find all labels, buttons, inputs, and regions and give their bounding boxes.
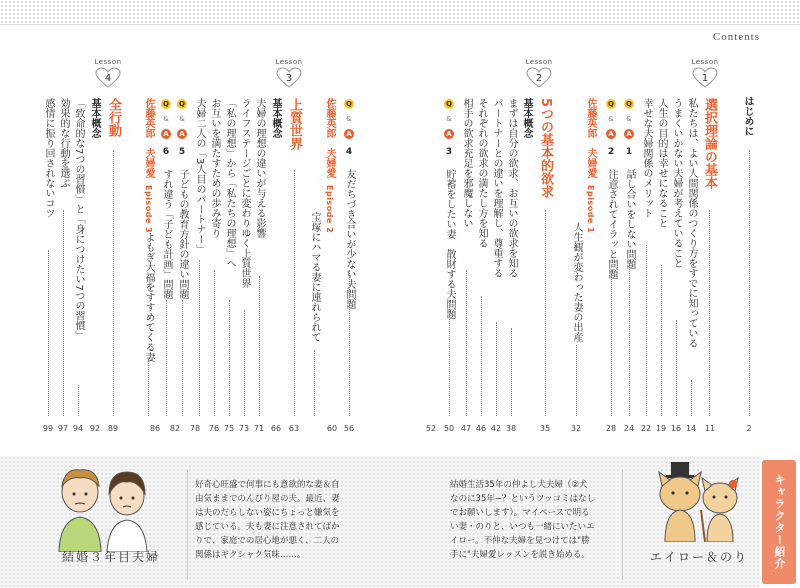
lesson-number: 1 [701,73,709,84]
divider [0,24,800,25]
desc-line: でお願いします）。マイペースで明る [450,508,590,518]
page-number: 56 [343,424,355,433]
top-dot-band [0,0,800,24]
leader-dots [148,360,149,416]
toc-item[interactable]: お互いを満たすための歩み寄り [209,98,220,238]
leader-dots [294,170,295,416]
divider [187,470,188,580]
desc-line: 結婚生活35年の仲よし犬夫婦（②犬 [450,480,588,490]
ampersand: & [346,115,352,124]
desc-line: りで、家庭での居心地が悪く、二人の [195,536,340,546]
lesson-3-marker [271,58,307,89]
lesson-1-marker [687,58,723,89]
character-name: エイロー＆のり [650,550,749,564]
toc-item[interactable]: 私たちは、よい人間関係のつくり方をすでに知っている [686,98,697,348]
character-description [195,478,390,562]
section-head: 基本概念 [521,98,532,138]
q-badge-icon: Q [344,99,354,109]
lesson-number: 4 [104,73,112,84]
divider [622,470,623,580]
qa-number: 2 [607,146,615,157]
q-badge-icon: Q [177,99,187,109]
episode-number: Episode 2 [325,185,334,234]
qa-text: 注意されてイラッと問題 [606,168,617,279]
lesson-number: 2 [535,73,543,84]
page-number: 66 [270,424,282,433]
episode-label [142,148,154,234]
episode-author: 佐藤英郎 [143,98,154,138]
leader-dots [576,345,577,416]
page-number: 94 [72,424,84,433]
qa-entry[interactable] [623,98,635,269]
episode-title[interactable]: 人生観が変わった妻の出産 [571,222,582,342]
page-number: 2 [746,424,752,433]
qa-number: 1 [625,146,633,157]
episode-title[interactable]: よもぎ大福をすすめてくる妻 [143,232,154,362]
ampersand: & [163,115,169,124]
page-number: 97 [57,424,69,433]
leader-dots [314,350,315,416]
heart-icon [95,67,121,89]
qa-entry[interactable] [605,98,617,279]
lesson-label: Lesson [525,58,553,66]
leader-dots [166,300,167,416]
dog-couple-illustration-icon [635,460,745,542]
character-name: 結婚３年目夫婦 [62,550,161,564]
page-number: 16 [670,424,682,433]
ampersand: & [608,115,614,124]
episode-label-text: 夫婦愛 [585,148,596,178]
leader-dots [63,210,64,416]
leader-dots [259,276,260,416]
a-badge-icon: A [624,129,634,139]
qa-text: すれ違う「子ども計画」問題 [161,168,172,299]
page-number: 52 [425,424,437,433]
lesson-2-marker [521,58,557,89]
page-number: 78 [189,424,201,433]
episode-number: Episode 3 [144,185,153,234]
leader-dots [244,310,245,416]
page-number: 28 [605,424,617,433]
page-number: 47 [460,424,472,433]
page-number: 73 [238,424,250,433]
page-number: 89 [107,424,119,433]
qa-entry[interactable] [160,98,172,299]
episode-author: 佐藤英郎 [324,98,335,138]
page-number: 14 [685,424,697,433]
page-number: 71 [253,424,265,433]
leader-dots [646,245,647,416]
qa-text: 話し合いをしない問題 [624,168,635,269]
toc-intro[interactable]: はじめに [742,96,753,136]
page-number: 46 [475,424,487,433]
couple-illustration-icon [45,462,165,552]
qa-number: 4 [345,146,353,157]
page-number: 76 [208,424,220,433]
qa-number: 6 [162,146,170,157]
leader-dots [611,270,612,416]
a-badge-icon: A [161,129,171,139]
lesson-label: Lesson [691,58,719,66]
page-number: 82 [169,424,181,433]
qa-entry[interactable] [443,98,455,319]
page-header-title: Contents [712,31,760,43]
qa-number: 5 [178,146,186,157]
desc-line: 感じている。夫も妻に注意されてばか [195,522,340,532]
leader-dots [113,150,114,416]
a-badge-icon: A [606,129,616,139]
page-number: 42 [490,424,502,433]
lesson-label: Lesson [275,58,303,66]
leader-dots [676,320,677,416]
toc-item[interactable]: 「致命的な7つの習慣」と「身につけたい7つの習慣」 [73,98,84,341]
heart-icon [526,67,552,89]
a-badge-icon: A [177,129,187,139]
desc-line: 関係はギクシャク気味……。 [195,550,306,560]
leader-dots [349,270,350,416]
qa-text: 貯蓄をしたい妻 散財する夫問題 [444,168,455,319]
toc-item[interactable]: 相手の欲求充足を邪魔しない [461,98,472,228]
leader-dots [481,296,482,416]
toc-item[interactable]: 人生の目的は幸せになること [656,98,667,228]
q-badge-icon: Q [624,99,634,109]
leader-dots [545,210,546,416]
episode-label [584,148,596,234]
toc-item[interactable]: パートナーとの違いを理解し、尊重する [491,98,502,278]
desc-line: 手に"夫婦愛レッスンを説き始める。 [450,550,590,560]
leader-dots [709,210,710,416]
page-number: 38 [505,424,517,433]
leader-dots [199,260,200,416]
lesson-number: 3 [285,73,293,84]
leader-dots [214,270,215,416]
toc-item[interactable]: うまくいかない夫婦が考えていること [671,98,682,268]
lesson-label: Lesson [94,58,122,66]
lesson-1-title[interactable]: 選択理論の基本 [702,98,717,189]
q-badge-icon: Q [606,99,616,109]
leader-dots [229,300,230,416]
toc-item[interactable]: ライフステージごとに変わりゆく上質世界 [239,98,250,288]
desc-line: い妻・のりと、いつも一緒にいたいエ [450,522,595,532]
q-badge-icon: Q [444,99,454,109]
desc-line: は夫のだらしない姿にちょっと嫌気を [195,508,340,518]
leader-dots [78,385,79,416]
page-number: 24 [623,424,635,433]
lesson-2-title[interactable]: 5つの基本的欲求 [538,98,553,199]
leader-dots [691,380,692,416]
toc-item[interactable]: 「私の理想」から「私たちの理想」へ [224,98,235,268]
desc-line: イロー。不仲な夫婦を見つけては"勝 [450,536,590,546]
a-badge-icon: A [444,129,454,139]
page-number: 50 [443,424,455,433]
leader-dots [48,250,49,416]
episode-label-text: 夫婦愛 [324,148,335,178]
leader-dots [629,260,630,416]
leader-dots [661,265,662,416]
page-number: 35 [539,424,551,433]
episode-title[interactable]: 宝塚にハマる妻に連れられて [309,212,320,342]
toc-item[interactable]: 幸せな夫婦関係のメリット [641,98,652,218]
page-number: 92 [89,424,101,433]
page-number: 86 [149,424,161,433]
leader-dots [182,300,183,416]
character-intro-tab[interactable]: キャラクター紹介 [762,460,796,584]
qa-text: 子どもの教育方針の違い問題 [177,168,188,299]
section-head: 基本概念 [89,98,100,138]
lesson-4-title[interactable]: 全行動 [106,98,121,137]
leader-dots [466,270,467,416]
lesson-4-marker [90,58,126,89]
qa-number: 3 [445,146,453,157]
page-number: 11 [704,424,716,433]
toc-item[interactable]: それぞれの欲求の満たし方を知る [476,98,487,248]
leader-dots [749,150,750,416]
desc-line: なのに35年−？というツッコミはなし [450,494,596,504]
ampersand: & [626,115,632,124]
episode-label-text: 夫婦愛 [143,148,154,178]
episode-label [323,148,335,234]
page-number: 60 [326,424,338,433]
page-number: 22 [640,424,652,433]
a-badge-icon: A [344,129,354,139]
page-number: 19 [655,424,667,433]
leader-dots [511,328,512,416]
desc-line: 由気ままでのんびり屋の夫。最近、妻 [195,494,340,504]
heart-icon [276,67,302,89]
lesson-3-title[interactable]: 上質世界 [287,98,302,150]
toc-item[interactable]: 感情に振り回されないコツ [43,98,54,218]
leader-dots [496,322,497,416]
section-head: 基本概念 [270,98,281,138]
desc-line: 好奇心旺盛で何事にも意欲的な妻＆自 [195,480,340,490]
toc-item[interactable]: まずは自分の欲求、お互いの欲求を知る [506,98,517,278]
qa-text: 友だちづき合いが少ない夫問題 [344,168,355,309]
episode-number: Episode 1 [586,185,595,234]
heart-icon [692,67,718,89]
page-number: 63 [288,424,300,433]
character-description [450,478,620,562]
leader-dots [449,300,450,416]
page-number: 32 [570,424,582,433]
page-number: 75 [223,424,235,433]
ampersand: & [179,115,185,124]
toc-item[interactable]: 効果的な行動を選ぶ [58,98,69,188]
qa-entry[interactable] [176,98,188,299]
ampersand: & [446,115,452,124]
toc-item[interactable]: 夫婦の理想の違いが与える影響 [254,98,265,238]
q-badge-icon: Q [161,99,171,109]
page-number: 99 [42,424,54,433]
episode-author: 佐藤英郎 [585,98,596,138]
toc-item[interactable]: 夫婦二人の「3人目のパートナー」 [194,98,205,255]
